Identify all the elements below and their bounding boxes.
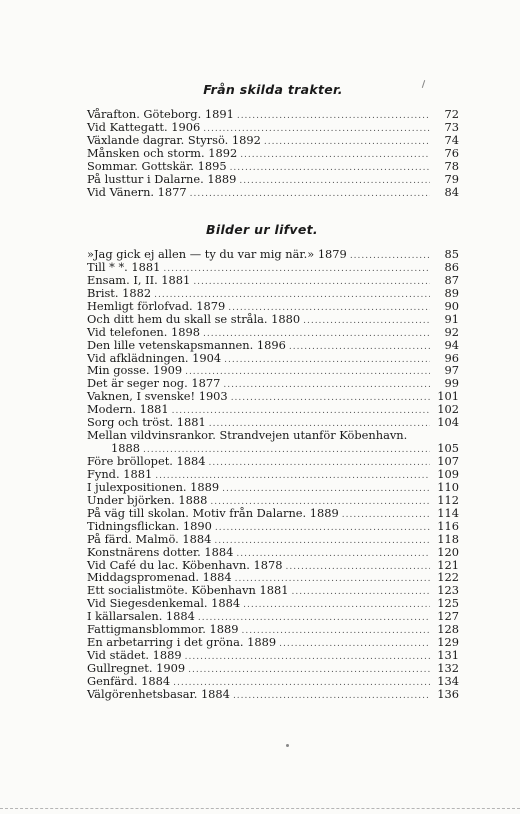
toc-entry	[87, 147, 459, 160]
toc-entry	[87, 274, 459, 287]
entry-page-number: 87	[444, 272, 459, 287]
entry-title: Vid städet. 1889	[87, 648, 182, 663]
entry-title: Mellan vildvinsrankor. Strandvejen utanför Köbenhavn.	[87, 428, 408, 443]
section-heading-bilder-ur-lifvet: Bilder ur lifvet.	[206, 222, 318, 237]
entry-page-number: 92	[444, 324, 459, 339]
ink-dot	[286, 744, 289, 747]
entry-title: Vid Siegesdenkemal. 1884	[87, 596, 241, 611]
dot-leader	[233, 690, 430, 703]
entry-page-number: 114	[437, 505, 459, 520]
entry-title: Vid Kattegatt. 1906	[87, 119, 201, 134]
entry-title: Vid Café du lac. Köbenhavn. 1878	[87, 557, 283, 572]
toc-entry	[87, 455, 459, 468]
toc-entry	[87, 160, 459, 173]
entry-title: Välgörenhetsbasar. 1884	[87, 686, 230, 701]
entry-title: Brist. 1882	[87, 285, 152, 300]
toc-entry	[87, 300, 459, 313]
dot-leader	[279, 638, 430, 651]
entry-page-number: 101	[437, 389, 459, 404]
entry-title: Under björken. 1888	[87, 492, 208, 507]
entry-page-number: 91	[444, 311, 459, 326]
entry-page-number: 78	[444, 158, 459, 173]
dot-leader	[222, 483, 430, 496]
entry-title: På färd. Malmö. 1884	[87, 531, 212, 546]
dot-leader	[240, 149, 430, 162]
entry-title: »Jag gick ej allen — ty du var mig när.» 1879	[87, 247, 347, 261]
toc-entry	[87, 326, 459, 339]
dot-leader	[239, 175, 430, 188]
dot-leader	[163, 263, 430, 276]
entry-title: På väg till skolan. Motiv från Dalarne. 1889	[87, 505, 339, 520]
entry-page-number: 109	[437, 466, 459, 481]
dot-leader	[230, 162, 430, 175]
entry-title: Sorg och tröst. 1881	[87, 415, 206, 430]
entry-title: Tidningsflickan. 1890	[87, 518, 212, 533]
entry-page-number: 134	[437, 673, 459, 688]
entry-page-number: 85	[444, 247, 459, 261]
page-edge-line	[0, 808, 520, 809]
entry-page-number: 104	[437, 415, 459, 430]
toc-entry	[87, 662, 459, 675]
entry-page-number: 127	[437, 609, 459, 624]
entry-page-number: 89	[444, 285, 459, 300]
toc-entry	[87, 186, 459, 199]
toc-entry	[87, 287, 459, 300]
toc-entry	[87, 507, 459, 520]
dot-leader	[303, 315, 430, 328]
toc-entry	[87, 261, 459, 274]
entry-page-number: 90	[444, 298, 459, 313]
entry-page-number: 116	[437, 518, 459, 533]
entry-title: Till * *. 1881	[87, 259, 161, 274]
entry-title: I julexpositionen. 1889	[87, 479, 220, 494]
dot-leader	[291, 586, 430, 599]
entry-title: Hemligt förlofvad. 1879	[87, 298, 226, 313]
toc-entry	[87, 546, 459, 559]
dot-leader	[190, 188, 430, 201]
toc-entry	[87, 468, 459, 481]
entry-title: Vårafton. Göteborg. 1891	[87, 107, 234, 121]
dot-leader	[214, 535, 430, 548]
entry-page-number: 97	[444, 363, 459, 378]
entry-title: Ett socialistmöte. Köbenhavn 1881	[87, 583, 289, 598]
toc-section-2	[87, 248, 459, 701]
entry-title: Det är seger nog. 1877	[87, 376, 221, 391]
entry-page-number: 122	[437, 570, 459, 585]
toc-entry	[87, 339, 459, 352]
entry-page-number: 129	[437, 635, 459, 650]
dot-leader	[264, 136, 430, 149]
entry-page-number: 123	[437, 583, 459, 598]
toc-entry	[87, 481, 459, 494]
entry-page-number: 112	[437, 492, 459, 507]
entry-page-number: 74	[444, 132, 459, 147]
dot-leader	[243, 599, 430, 612]
dot-leader	[350, 250, 430, 263]
entry-title: Middagspromenad. 1884	[87, 570, 232, 585]
dot-leader	[237, 110, 430, 123]
toc-entry	[87, 248, 459, 261]
dot-leader	[188, 664, 430, 677]
entry-title: Fattigmansblommor. 1889	[87, 622, 239, 637]
entry-title: 1888	[111, 441, 140, 456]
toc-entry	[87, 675, 459, 688]
entry-page-number: 72	[444, 107, 459, 121]
entry-title: Fynd. 1881	[87, 466, 153, 481]
entry-title: En arbetarring i det gröna. 1889	[87, 635, 277, 650]
entry-page-number: 102	[437, 402, 459, 417]
entry-title: Vaknen, I svenske! 1903	[87, 389, 228, 404]
toc-entry	[87, 134, 459, 147]
dot-leader	[185, 366, 430, 379]
toc-entry	[87, 533, 459, 546]
dot-leader	[231, 392, 430, 405]
dot-leader	[185, 651, 430, 664]
entry-page-number: 105	[437, 441, 459, 456]
entry-title: Vid Vänern. 1877	[87, 184, 187, 199]
entry-title: Den lille vetenskapsmannen. 1896	[87, 337, 286, 352]
dot-leader	[342, 509, 430, 522]
toc-entry	[87, 173, 459, 186]
toc-entry	[87, 494, 459, 507]
entry-page-number: 125	[437, 596, 459, 611]
entry-title: Och ditt hem du skall se stråla. 1880	[87, 311, 301, 326]
entry-page-number: 131	[437, 648, 459, 663]
entry-title: Min gosse. 1909	[87, 363, 183, 378]
entry-page-number: 86	[444, 259, 459, 274]
entry-title: Sommar. Gottskär. 1895	[87, 158, 227, 173]
entry-title: Växlande dagrar. Styrsö. 1892	[87, 132, 261, 147]
entry-title: I källarsalen. 1884	[87, 609, 195, 624]
entry-page-number: 128	[437, 622, 459, 637]
entry-title: Vid afklädningen. 1904	[87, 350, 222, 365]
toc-entry	[87, 688, 459, 701]
entry-title: Ensam. I, II. 1881	[87, 272, 191, 287]
dot-leader	[224, 354, 430, 367]
dot-leader	[215, 522, 430, 535]
entry-title: Gullregnet. 1909	[87, 661, 186, 675]
entry-page-number: 99	[444, 376, 459, 391]
entry-title: Genfärd. 1884	[87, 673, 171, 688]
entry-page-number: 96	[444, 350, 459, 365]
section-heading-fran-skilda-trakter: Från skilda trakter.	[203, 82, 343, 97]
toc-entry	[87, 520, 459, 533]
entry-page-number: 132	[437, 661, 459, 675]
toc-entry	[87, 313, 459, 326]
entry-page-number: 84	[444, 184, 459, 199]
entry-page-number: 118	[437, 531, 459, 546]
entry-title: På lusttur i Dalarne. 1889	[87, 171, 237, 186]
dot-leader	[193, 276, 430, 289]
entry-page-number: 73	[444, 119, 459, 134]
entry-title: Före bröllopet. 1884	[87, 454, 206, 468]
entry-page-number: 79	[444, 171, 459, 186]
toc-entry	[87, 429, 459, 442]
entry-page-number: 107	[437, 454, 459, 468]
entry-title: Modern. 1881	[87, 402, 169, 417]
dot-leader	[172, 405, 430, 418]
entry-title: Vid telefonen. 1898	[87, 324, 200, 339]
entry-page-number: 110	[437, 479, 459, 494]
dot-leader	[286, 561, 430, 574]
toc-entry	[87, 121, 459, 134]
dot-leader	[223, 379, 430, 392]
entry-page-number: 94	[444, 337, 459, 352]
entry-page-number: 120	[437, 544, 459, 559]
dot-leader	[289, 341, 430, 354]
entry-page-number: 76	[444, 145, 459, 160]
entry-title: Konstnärens dotter. 1884	[87, 544, 234, 559]
toc-entry	[87, 108, 459, 121]
entry-title: Månsken och storm. 1892	[87, 145, 238, 160]
entry-page-number: 121	[437, 557, 459, 572]
dot-leader	[209, 457, 430, 470]
entry-page-number: 136	[437, 686, 459, 701]
toc-section-1	[87, 108, 459, 199]
